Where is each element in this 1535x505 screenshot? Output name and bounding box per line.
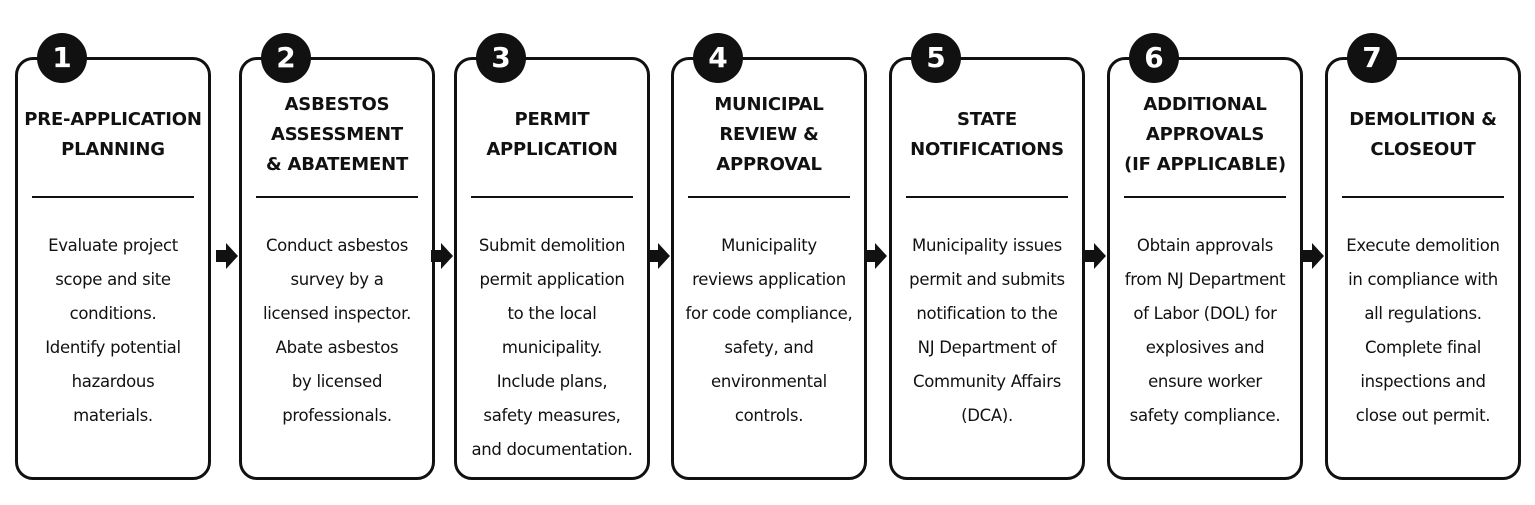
step-title: PRE-APPLICATION PLANNING: [24, 109, 202, 160]
step-title-area: [679, 81, 859, 189]
step-description: Evaluate project scope and site conditions. Identify potential hazardous materials.: [45, 236, 181, 425]
step-description: Obtain approvals from NJ Department of Labor (DOL) for explosives and ensure worker safety compliance.: [1124, 236, 1286, 425]
step-title-area: [1333, 81, 1513, 189]
step-description: Execute demolition in compliance with all regulations. Complete final inspections and close out permit.: [1346, 236, 1500, 425]
step-title: MUNICIPAL REVIEW & APPROVAL: [714, 94, 824, 175]
divider: [688, 196, 850, 198]
step-number-badge: 1: [37, 33, 87, 83]
step-card-3: [454, 41, 650, 480]
step-description: Conduct asbestos survey by a licensed inspector. Abate asbestos by licensed professionals.: [262, 236, 412, 425]
step-card-5: [889, 41, 1085, 480]
step-number-badge: 4: [693, 33, 743, 83]
arrow-right-icon: [1302, 243, 1324, 269]
arrow-right-icon: [216, 243, 238, 269]
step-title-area: [247, 81, 427, 189]
arrow-right-icon: [865, 243, 887, 269]
step-title-area: [462, 81, 642, 189]
step-number-badge: 6: [1129, 33, 1179, 83]
step-number-badge: 3: [476, 33, 526, 83]
arrow-right-icon: [648, 243, 670, 269]
step-title: ADDITIONAL APPROVALS (IF APPLICABLE): [1124, 94, 1286, 175]
step-title: PERMIT APPLICATION: [486, 109, 618, 160]
divider: [906, 196, 1068, 198]
divider: [256, 196, 418, 198]
step-title-area: [1115, 81, 1295, 189]
divider: [1124, 196, 1286, 198]
step-number-badge: 7: [1347, 33, 1397, 83]
step-description: Municipality reviews application for code compliance, safety, and environmental controls.: [685, 236, 853, 425]
step-card-4: [671, 41, 867, 480]
divider: [471, 196, 633, 198]
step-number-badge: 2: [261, 33, 311, 83]
step-description: Municipality issues permit and submits notification to the NJ Department of Community Affairs (DCA).: [909, 236, 1065, 425]
step-number-badge: 5: [911, 33, 961, 83]
divider: [1342, 196, 1504, 198]
step-description: Submit demolition permit application to the local municipality. Include plans, safety measures, and documentation.: [471, 236, 633, 459]
step-title: DEMOLITION & CLOSEOUT: [1349, 109, 1497, 160]
step-card-7: [1325, 41, 1521, 480]
step-title: STATE NOTIFICATIONS: [910, 109, 1064, 160]
divider: [32, 196, 194, 198]
arrow-right-icon: [1084, 243, 1106, 269]
arrow-right-icon: [431, 243, 453, 269]
step-title: ASBESTOS ASSESSMENT & ABATEMENT: [265, 94, 409, 175]
step-card-6: [1107, 41, 1303, 480]
step-card-2: [239, 41, 435, 480]
step-card-1: [15, 41, 211, 480]
step-title-area: [897, 81, 1077, 189]
step-title-area: [23, 81, 203, 189]
